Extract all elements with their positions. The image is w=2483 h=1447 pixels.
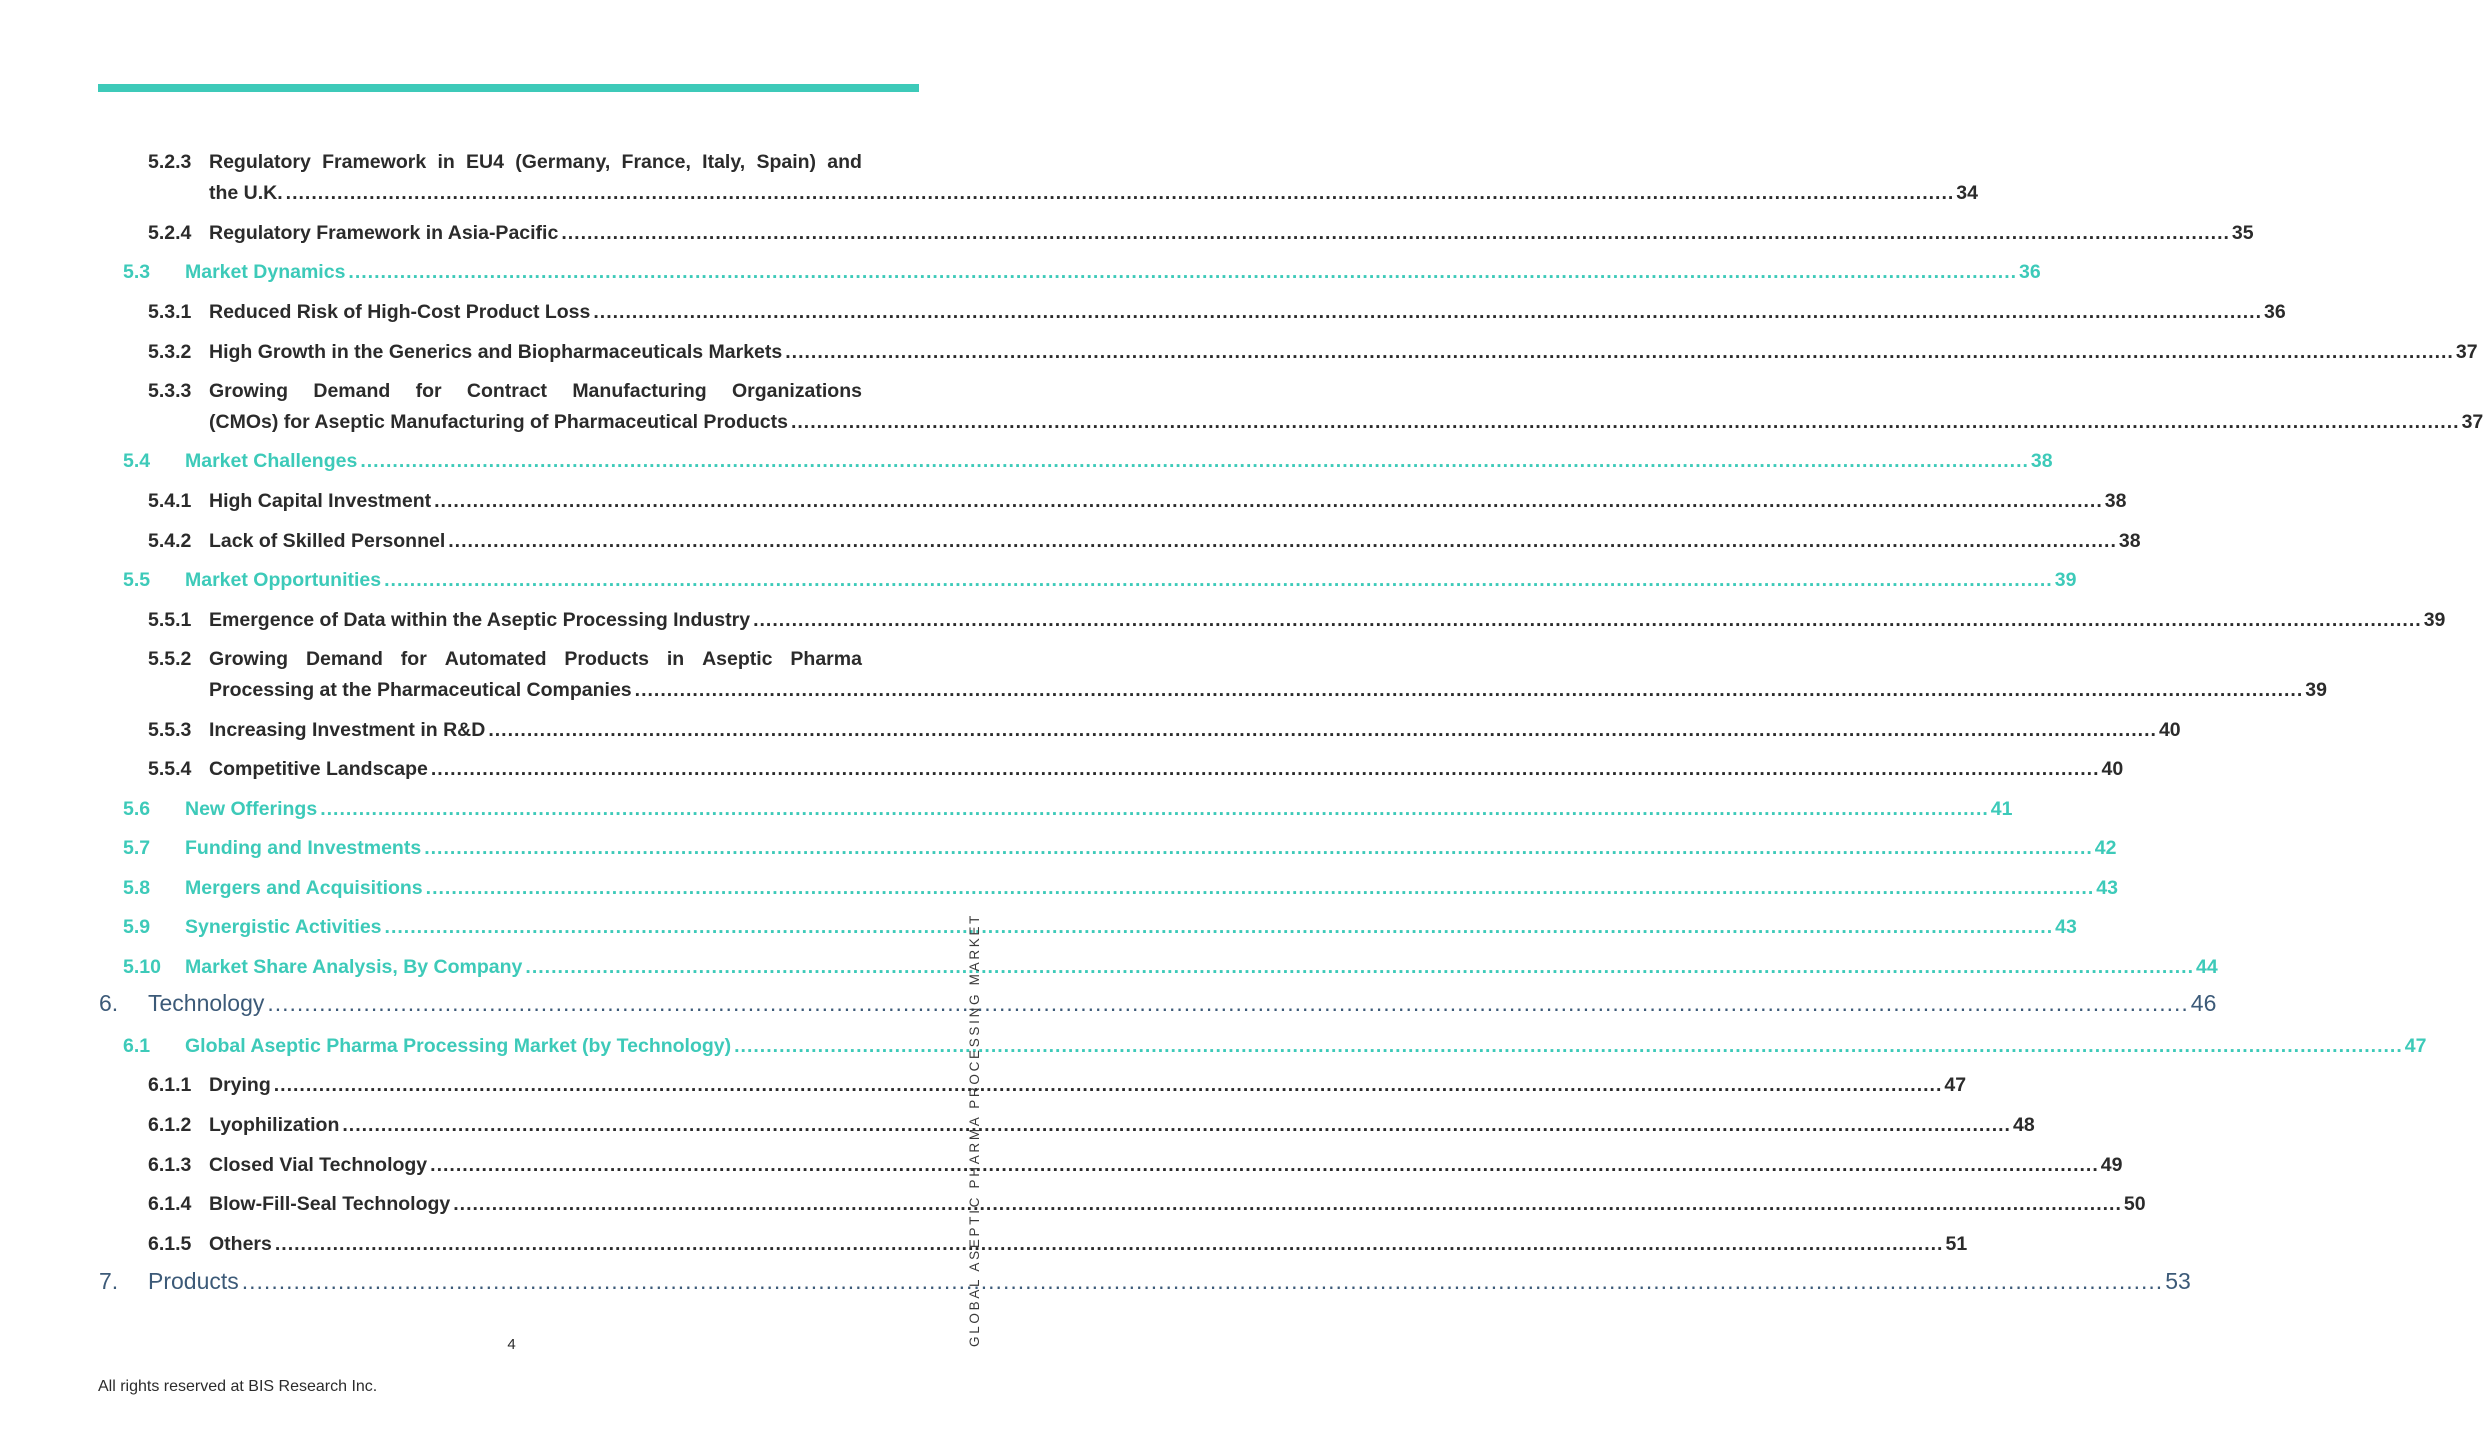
toc-entry[interactable] <box>123 565 2077 596</box>
toc-page-number: 37 <box>2455 341 2478 363</box>
toc-page-number: 41 <box>1990 798 2013 820</box>
toc-entry-title-word: Contract <box>466 380 548 402</box>
toc-leader-dots: .................................................................................................................................................................................................................................................................... <box>453 1193 2122 1215</box>
toc-entry[interactable] <box>123 833 2117 864</box>
toc-entry-number: 5.2.3 <box>148 151 192 173</box>
toc-entry-title: Market Dynamics <box>185 261 346 283</box>
toc-entry-title-word: Demand <box>313 380 391 402</box>
toc-entry[interactable] <box>123 912 2077 943</box>
toc-entry-number: 5.7 <box>123 837 151 859</box>
footer-copyright: All rights reserved at BIS Research Inc. <box>98 1378 378 1395</box>
toc-leader-dots: .................................................................................................................................................................................................................................................................... <box>448 530 2117 552</box>
toc-entry-title: Market Opportunities <box>185 569 382 591</box>
toc-entry-title-word: France, <box>621 151 691 173</box>
toc-leader-dots: .................................................................................................................................................................................................................................................................... <box>785 341 2454 363</box>
toc-leader-dots: .................................................................................................................................................................................................................................................................... <box>360 450 2029 472</box>
toc-entry[interactable] <box>148 218 2254 249</box>
toc-leader-dots: .................................................................................................................................................................................................................................................................... <box>320 798 1989 820</box>
toc-entry-title-word: for <box>400 648 427 670</box>
toc-entry[interactable] <box>148 1110 2035 1141</box>
toc-entry-title-word: Italy, <box>702 151 746 173</box>
toc-entry-title: Processing at the Pharmaceutical Companies <box>209 679 632 701</box>
toc-entry-title-line <box>209 376 919 406</box>
toc-leader-dots: .................................................................................................................................................................................................................................................................... <box>424 837 2093 859</box>
toc-entry-number: 5.5.3 <box>148 719 192 741</box>
toc-page-number: 50 <box>2123 1193 2146 1215</box>
page-number: 4 <box>507 1336 516 1353</box>
header-accent-bar <box>98 84 919 92</box>
toc-entry-number: 5.3 <box>123 261 151 283</box>
toc-leader-dots: .................................................................................................................................................................................................................................................................... <box>241 1268 2164 1294</box>
toc-entry-number: 5.2.4 <box>148 222 192 244</box>
toc-entry-title-word: Organizations <box>731 380 862 402</box>
toc-entry-title-line <box>209 147 919 177</box>
side-report-title: GLOBAL ASEPTIC PHARMA PROCESSING MARKET <box>967 912 982 1347</box>
toc-entry-number: 6.1.3 <box>148 1154 192 1176</box>
toc-page-number: 39 <box>2305 679 2327 701</box>
toc-page-number: 51 <box>1945 1233 1968 1255</box>
toc-entry-title-word: Automated <box>444 648 547 670</box>
toc-entry[interactable] <box>99 988 2217 1019</box>
toc-entry[interactable] <box>123 794 2013 825</box>
toc-entry-number: 6.1.4 <box>148 1193 192 1215</box>
toc-entry-title-word: for <box>415 380 442 402</box>
toc-page-number: 37 <box>2461 411 2483 433</box>
toc-entry-number: 5.6 <box>123 798 151 820</box>
toc-entry-title: Regulatory Framework in Asia-Pacific <box>209 222 559 244</box>
toc-entry[interactable] <box>148 754 2124 785</box>
toc-entry-title: (CMOs) for Aseptic Manufacturing of Pharmaceutical Products <box>209 411 788 433</box>
toc-entry[interactable] <box>148 486 2127 517</box>
toc-entry-title-word: Products <box>564 648 649 670</box>
toc-leader-dots: .................................................................................................................................................................................................................................................................... <box>561 222 2230 244</box>
toc-entry-title-word: Demand <box>305 648 383 670</box>
toc-entry-title: High Growth in the Generics and Biopharmaceuticals Markets <box>209 341 783 363</box>
toc-entry[interactable] <box>148 605 2446 636</box>
toc-entry[interactable] <box>123 446 2053 477</box>
toc-leader-dots: .................................................................................................................................................................................................................................................................... <box>434 490 2103 512</box>
toc-entry[interactable] <box>148 1150 2123 1181</box>
toc-entry[interactable] <box>148 1229 1968 1260</box>
toc-entry-number: 6.1.2 <box>148 1114 192 1136</box>
toc-entry-number: 5.3.1 <box>148 301 192 323</box>
toc-entry-title: Increasing Investment in R&D <box>209 719 486 741</box>
toc-entry-title: Synergistic Activities <box>185 916 382 938</box>
toc-entry-title: Market Challenges <box>185 450 358 472</box>
toc-leader-dots: .................................................................................................................................................................................................................................................................... <box>430 758 2100 780</box>
toc-page-number: 36 <box>2019 261 2041 283</box>
toc-page-number: 39 <box>2423 609 2446 631</box>
toc-entry[interactable] <box>148 297 2286 328</box>
toc-leader-dots: .................................................................................................................................................................................................................................................................... <box>348 261 2018 283</box>
toc-entry[interactable] <box>148 644 2327 706</box>
toc-entry-title: Technology <box>148 990 265 1016</box>
toc-page-number: 35 <box>2231 222 2254 244</box>
toc-leader-dots: .................................................................................................................................................................................................................................................................... <box>267 990 2189 1016</box>
toc-entry-title: Competitive Landscape <box>209 758 428 780</box>
toc-entry[interactable] <box>123 1031 2427 1062</box>
toc-entry-title: Global Aseptic Pharma Processing Market (by Technology) <box>185 1035 732 1057</box>
toc-entry-title: Others <box>209 1233 272 1255</box>
toc-entry-number: 5.5.4 <box>148 758 192 780</box>
toc-entry-title-word: EU4 <box>466 151 504 173</box>
toc-leader-dots: .................................................................................................................................................................................................................................................................... <box>593 301 2262 323</box>
toc-page-number: 43 <box>2055 916 2077 938</box>
toc-entry-title: Lack of Skilled Personnel <box>209 530 446 552</box>
toc-entry-number: 5.3.2 <box>148 341 192 363</box>
toc-entry-title: Blow-Fill-Seal Technology <box>209 1193 451 1215</box>
toc-entry-title: the U.K. <box>209 182 283 204</box>
toc-entry-title-word: Manufacturing <box>572 380 707 402</box>
toc-entry[interactable] <box>148 715 2181 746</box>
toc-page-number: 38 <box>2030 450 2053 472</box>
toc-entry-title: New Offerings <box>185 798 318 820</box>
toc-leader-dots: .................................................................................................................................................................................................................................................................... <box>285 182 1955 204</box>
toc-entry-number: 5.10 <box>123 956 161 978</box>
toc-entry[interactable] <box>123 257 2041 288</box>
toc-page-number: 38 <box>2118 530 2141 552</box>
toc-leader-dots: .................................................................................................................................................................................................................................................................... <box>753 609 2422 631</box>
toc-entry-number: 6.1.5 <box>148 1233 192 1255</box>
toc-entry-number: 6. <box>99 990 119 1016</box>
toc-leader-dots: .................................................................................................................................................................................................................................................................... <box>342 1114 2011 1136</box>
toc-entry[interactable] <box>148 337 2478 368</box>
toc-entry[interactable] <box>123 952 2218 983</box>
toc-leader-dots: .................................................................................................................................................................................................................................................................... <box>274 1233 1944 1255</box>
toc-leader-dots: .................................................................................................................................................................................................................................................................... <box>430 1154 2099 1176</box>
toc-entry-number: 7. <box>99 1268 119 1294</box>
toc-page-number: 39 <box>2054 569 2077 591</box>
toc-entry[interactable] <box>123 873 2118 904</box>
toc-leader-dots: .................................................................................................................................................................................................................................................................... <box>384 916 2054 938</box>
toc-leader-dots: .................................................................................................................................................................................................................................................................... <box>273 1074 1943 1096</box>
toc-entry-title-word: Spain) <box>756 151 817 173</box>
toc-entry-title: Closed Vial Technology <box>209 1154 428 1176</box>
toc-page-number: 53 <box>2165 1268 2191 1294</box>
toc-entry[interactable] <box>148 1189 2146 1220</box>
toc-entry[interactable] <box>148 147 1978 209</box>
toc-entry-title-word: Growing <box>209 380 289 402</box>
toc-page-number: 38 <box>2104 490 2127 512</box>
toc-page-number: 36 <box>2263 301 2286 323</box>
toc-entry-title-word: in <box>437 151 455 173</box>
toc-entry-title-word: and <box>827 151 862 173</box>
toc-entry-number: 5.4 <box>123 450 151 472</box>
toc-entry-number: 5.5.1 <box>148 609 192 631</box>
toc-entry[interactable] <box>99 1266 2191 1297</box>
toc-entry-title-word: (Germany, <box>515 151 611 173</box>
toc-entry-number: 5.3.3 <box>148 380 192 402</box>
toc-page-number: 49 <box>2100 1154 2123 1176</box>
toc-entry-title: Reduced Risk of High-Cost Product Loss <box>209 301 591 323</box>
toc-leader-dots: .................................................................................................................................................................................................................................................................... <box>384 569 2053 591</box>
toc-leader-dots: .................................................................................................................................................................................................................................................................... <box>790 411 2460 433</box>
toc-entry-title: Lyophilization <box>209 1114 340 1136</box>
toc-entry[interactable] <box>148 376 2483 438</box>
toc-entry-title: Emergence of Data within the Aseptic Processing Industry <box>209 609 751 631</box>
toc-entry[interactable] <box>148 1070 1967 1101</box>
toc-entry-title-word: Regulatory <box>209 151 311 173</box>
toc-entry-title: Drying <box>209 1074 271 1096</box>
toc-leader-dots: .................................................................................................................................................................................................................................................................... <box>734 1035 2403 1057</box>
toc-entry-title-word: Aseptic <box>702 648 773 670</box>
toc-page-number: 40 <box>2101 758 2124 780</box>
toc-entry-number: 5.8 <box>123 877 151 899</box>
toc-page-number: 48 <box>2012 1114 2035 1136</box>
toc-leader-dots: .................................................................................................................................................................................................................................................................... <box>425 877 2095 899</box>
toc-entry-number: 5.5.2 <box>148 648 192 670</box>
toc-entry-number: 5.4.1 <box>148 490 192 512</box>
toc-entry-title-line <box>209 644 919 674</box>
toc-leader-dots: .................................................................................................................................................................................................................................................................... <box>525 956 2195 978</box>
toc-entry-title: Market Share Analysis, By Company <box>185 956 523 978</box>
toc-page-number: 34 <box>1956 182 1978 204</box>
toc-entry-title: Funding and Investments <box>185 837 422 859</box>
toc-page-number: 47 <box>2404 1035 2427 1057</box>
toc-entry-title: High Capital Investment <box>209 490 432 512</box>
toc-page-number: 47 <box>1944 1074 1967 1096</box>
toc-entry-title-word: Pharma <box>790 648 862 670</box>
toc-page-number: 46 <box>2190 990 2217 1016</box>
toc-entry-number: 5.9 <box>123 916 151 938</box>
toc-leader-dots: .................................................................................................................................................................................................................................................................... <box>634 679 2304 701</box>
toc-entry-number: 6.1 <box>123 1035 151 1057</box>
toc-entry-title-word: Growing <box>209 648 289 670</box>
toc-entry-number: 6.1.1 <box>148 1074 192 1096</box>
toc-page-number: 40 <box>2158 719 2181 741</box>
toc-entry-title: Products <box>148 1268 239 1294</box>
toc-entry-number: 5.5 <box>123 569 151 591</box>
toc-entry[interactable] <box>148 526 2141 557</box>
toc-entry-title: Mergers and Acquisitions <box>185 877 423 899</box>
toc-leader-dots: .................................................................................................................................................................................................................................................................... <box>488 719 2157 741</box>
toc-page-number: 42 <box>2094 837 2117 859</box>
toc-entry-title-word: Framework <box>322 151 427 173</box>
toc-entry-number: 5.4.2 <box>148 530 192 552</box>
toc-entry-title-word: in <box>666 648 685 670</box>
toc-page-number: 44 <box>2196 956 2218 978</box>
toc-page-number: 43 <box>2096 877 2118 899</box>
